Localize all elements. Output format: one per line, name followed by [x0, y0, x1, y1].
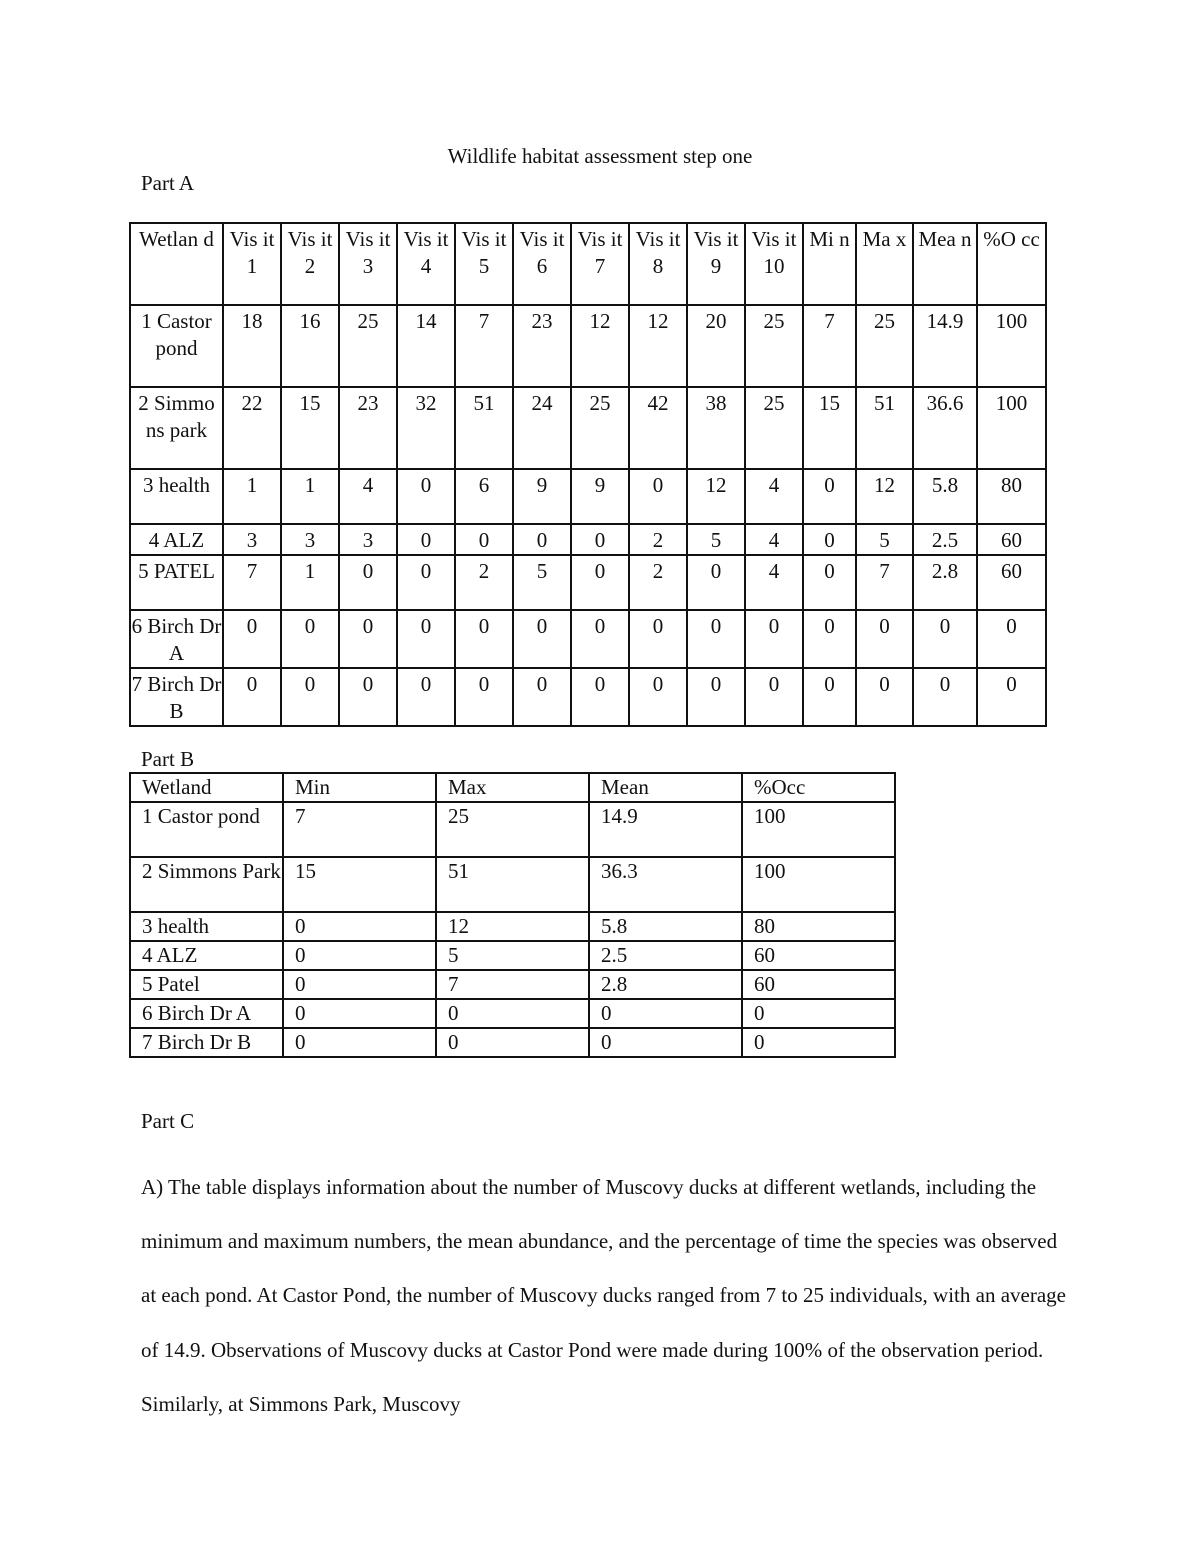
- visit-table-cell: 5: [856, 524, 913, 555]
- visit-table-cell: 3 health: [130, 469, 223, 524]
- summary-table-cell: 0: [742, 1028, 895, 1057]
- visit-table-cell: 0: [513, 524, 571, 555]
- visit-table-cell: 0: [913, 610, 977, 668]
- visit-table-cell: 0: [397, 524, 455, 555]
- visit-table-cell: 1: [281, 555, 339, 610]
- visit-table-cell: 0: [977, 610, 1046, 668]
- visit-table-row: [130, 610, 1046, 668]
- visit-table-header-cell: Vis it 10: [745, 223, 803, 305]
- visit-table-cell: 5: [513, 555, 571, 610]
- visit-table-cell: 0: [455, 610, 513, 668]
- summary-table-row: [130, 1028, 895, 1057]
- part-c-paragraph: A) The table displays information about the number of Muscovy ducks at different wetlands, including the minimum and maximum numbers, the mean abundance, and the percentage of time the species was observed at each pond. At Castor Pond, the number of Muscovy ducks ranged from 7 to 25 individuals, with an average of 14.9. Observations of Muscovy ducks at Castor Pond were made during 100% of the observation period. Similarly, at Simmons Park, Muscovy: [141, 1175, 1066, 1416]
- visit-table-header-cell: Mi n: [803, 223, 856, 305]
- visit-table-cell: 4 ALZ: [130, 524, 223, 555]
- summary-table-header-cell: Mean: [589, 773, 742, 802]
- visit-table-cell: 38: [687, 387, 745, 469]
- visit-table-cell: 0: [455, 524, 513, 555]
- summary-table-cell: 60: [742, 941, 895, 970]
- visit-table-cell: 1: [223, 469, 281, 524]
- visit-table-cell: 0: [629, 610, 687, 668]
- summary-table-header-cell: Wetland: [130, 773, 283, 802]
- visit-table-cell: 25: [856, 305, 913, 387]
- visit-table-cell: 2 Simmo ns park: [130, 387, 223, 469]
- visit-table-cell: 0: [687, 668, 745, 726]
- visit-table-cell: 7: [455, 305, 513, 387]
- summary-table-row: [130, 970, 895, 999]
- visit-table-cell: 7: [856, 555, 913, 610]
- visit-table-cell: 5 PATEL: [130, 555, 223, 610]
- summary-table-cell: 2 Simmons Park: [130, 857, 283, 912]
- summary-table-cell: 0: [283, 970, 436, 999]
- visit-table-cell: 25: [745, 305, 803, 387]
- visit-table-cell: 3: [223, 524, 281, 555]
- visit-table-cell: 0: [571, 610, 629, 668]
- visit-table-header-cell: Vis it 2: [281, 223, 339, 305]
- summary-table-row: [130, 857, 895, 912]
- visit-table-cell: 3: [281, 524, 339, 555]
- visit-table-header-cell: Vis it 9: [687, 223, 745, 305]
- summary-table-cell: 2.8: [589, 970, 742, 999]
- visit-table-header-cell: Vis it 8: [629, 223, 687, 305]
- part-c-label: Part C: [141, 1109, 195, 1133]
- visit-table-cell: 0: [397, 469, 455, 524]
- visit-table-header-cell: Vis it 3: [339, 223, 397, 305]
- summary-table-cell: 0: [283, 941, 436, 970]
- summary-table-cell: 7: [436, 970, 589, 999]
- visit-table-cell: 0: [913, 668, 977, 726]
- summary-table-cell: 25: [436, 802, 589, 857]
- visit-table-header-cell: Ma x: [856, 223, 913, 305]
- visit-table-cell: 4: [339, 469, 397, 524]
- visit-table-cell: 0: [223, 610, 281, 668]
- visit-table-cell: 0: [281, 610, 339, 668]
- visit-table-cell: 15: [803, 387, 856, 469]
- summary-table-cell: 0: [436, 999, 589, 1028]
- visit-table-header-cell: Mea n: [913, 223, 977, 305]
- visit-table-cell: 0: [977, 668, 1046, 726]
- visit-table-row: [130, 387, 1046, 469]
- visit-table-cell: 51: [455, 387, 513, 469]
- visit-table-cell: 42: [629, 387, 687, 469]
- summary-table-cell: 15: [283, 857, 436, 912]
- visit-table-cell: 0: [397, 555, 455, 610]
- visit-table-cell: 0: [513, 668, 571, 726]
- visit-table-cell: 1: [281, 469, 339, 524]
- summary-table-cell: 4 ALZ: [130, 941, 283, 970]
- visit-table-cell: 36.6: [913, 387, 977, 469]
- visit-table-cell: 25: [339, 305, 397, 387]
- summary-table-row: [130, 999, 895, 1028]
- visit-table-cell: 0: [397, 610, 455, 668]
- visit-table-cell: 2: [455, 555, 513, 610]
- visit-table-cell: 0: [803, 668, 856, 726]
- visit-table-header-cell: Vis it 7: [571, 223, 629, 305]
- part-b-label: Part B: [141, 747, 195, 771]
- part-a-label: Part A: [141, 171, 195, 195]
- summary-table-header-cell: %Occ: [742, 773, 895, 802]
- summary-table-header-cell: Max: [436, 773, 589, 802]
- visit-table-row: [130, 524, 1046, 555]
- visit-table-cell: 23: [513, 305, 571, 387]
- summary-table-row: [130, 802, 895, 857]
- summary-table-cell: 0: [589, 1028, 742, 1057]
- summary-table-row: [130, 941, 895, 970]
- visit-table-cell: 7: [223, 555, 281, 610]
- visit-table-cell: 5.8: [913, 469, 977, 524]
- visit-table-cell: 0: [455, 668, 513, 726]
- summary-table-cell: 0: [436, 1028, 589, 1057]
- summary-table-cell: 51: [436, 857, 589, 912]
- visit-table-row: [130, 668, 1046, 726]
- summary-table-cell: 3 health: [130, 912, 283, 941]
- visit-table-header-cell: Vis it 4: [397, 223, 455, 305]
- summary-table-cell: 14.9: [589, 802, 742, 857]
- visit-table-cell: 25: [571, 387, 629, 469]
- visit-table-cell: 0: [803, 524, 856, 555]
- visit-table-cell: 14: [397, 305, 455, 387]
- visit-table-cell: 0: [571, 524, 629, 555]
- visit-table-cell: 7 Birch Dr B: [130, 668, 223, 726]
- visit-table-cell: 80: [977, 469, 1046, 524]
- visit-table-cell: 16: [281, 305, 339, 387]
- visit-table-cell: 0: [629, 668, 687, 726]
- summary-table-cell: 1 Castor pond: [130, 802, 283, 857]
- visit-table-cell: 12: [856, 469, 913, 524]
- visit-table-cell: 0: [687, 610, 745, 668]
- visit-table-cell: 60: [977, 555, 1046, 610]
- visit-table-cell: 0: [803, 610, 856, 668]
- visit-table-cell: 0: [571, 555, 629, 610]
- visit-table-cell: 7: [803, 305, 856, 387]
- summary-table-cell: 5 Patel: [130, 970, 283, 999]
- visit-table-cell: 4: [745, 524, 803, 555]
- visit-table-cell: 0: [397, 668, 455, 726]
- visit-table-cell: 2.5: [913, 524, 977, 555]
- visit-table-row: [130, 305, 1046, 387]
- summary-table-cell: 0: [589, 999, 742, 1028]
- visit-table-cell: 9: [571, 469, 629, 524]
- summary-table-header-cell: Min: [283, 773, 436, 802]
- summary-table-cell: 100: [742, 857, 895, 912]
- visit-table-cell: 6: [455, 469, 513, 524]
- visit-table-cell: 24: [513, 387, 571, 469]
- visit-table-header-cell: Vis it 5: [455, 223, 513, 305]
- summary-table-cell: 5.8: [589, 912, 742, 941]
- visit-table-cell: 0: [745, 668, 803, 726]
- visit-table-cell: 0: [339, 668, 397, 726]
- visit-table-cell: 18: [223, 305, 281, 387]
- summary-table-cell: 7: [283, 802, 436, 857]
- visit-counts-table: [129, 222, 1047, 727]
- summary-table-row: [130, 912, 895, 941]
- summary-table-cell: 80: [742, 912, 895, 941]
- visit-table-cell: 12: [687, 469, 745, 524]
- visit-table-cell: 4: [745, 555, 803, 610]
- visit-table-cell: 3: [339, 524, 397, 555]
- summary-table-header-row: [130, 773, 895, 802]
- visit-table-cell: 25: [745, 387, 803, 469]
- visit-table-cell: 14.9: [913, 305, 977, 387]
- summary-table-cell: 0: [283, 999, 436, 1028]
- visit-table-cell: 0: [339, 555, 397, 610]
- summary-table-cell: 60: [742, 970, 895, 999]
- visit-table-cell: 12: [629, 305, 687, 387]
- visit-table-header-cell: Vis it 6: [513, 223, 571, 305]
- summary-table-cell: 0: [283, 912, 436, 941]
- visit-table-cell: 51: [856, 387, 913, 469]
- summary-table-cell: 5: [436, 941, 589, 970]
- visit-table-cell: 1 Castor pond: [130, 305, 223, 387]
- visit-table-cell: 0: [803, 469, 856, 524]
- visit-table-cell: 0: [803, 555, 856, 610]
- visit-table-cell: 15: [281, 387, 339, 469]
- summary-table-cell: 2.5: [589, 941, 742, 970]
- summary-table-cell: 36.3: [589, 857, 742, 912]
- summary-table-cell: 6 Birch Dr A: [130, 999, 283, 1028]
- visit-table-cell: 4: [745, 469, 803, 524]
- visit-table-cell: 12: [571, 305, 629, 387]
- visit-table-cell: 0: [223, 668, 281, 726]
- summary-table-cell: 0: [283, 1028, 436, 1057]
- visit-table-cell: 0: [856, 668, 913, 726]
- visit-table-cell: 0: [629, 469, 687, 524]
- visit-table-cell: 100: [977, 387, 1046, 469]
- visit-table-cell: 2.8: [913, 555, 977, 610]
- summary-table-cell: 7 Birch Dr B: [130, 1028, 283, 1057]
- summary-table-cell: 12: [436, 912, 589, 941]
- visit-table-cell: 6 Birch Dr A: [130, 610, 223, 668]
- visit-table-cell: 32: [397, 387, 455, 469]
- summary-table: [129, 772, 896, 1058]
- visit-table-cell: 0: [745, 610, 803, 668]
- visit-table-cell: 20: [687, 305, 745, 387]
- visit-table-cell: 0: [513, 610, 571, 668]
- visit-table-header-cell: Wetlan d: [130, 223, 223, 305]
- visit-table-cell: 23: [339, 387, 397, 469]
- visit-table-row: [130, 555, 1046, 610]
- summary-table-cell: 100: [742, 802, 895, 857]
- visit-table-cell: 60: [977, 524, 1046, 555]
- visit-table-cell: 0: [281, 668, 339, 726]
- visit-table-cell: 2: [629, 555, 687, 610]
- visit-table-cell: 100: [977, 305, 1046, 387]
- visit-table-cell: 0: [339, 610, 397, 668]
- visit-table-header-cell: Vis it 1: [223, 223, 281, 305]
- visit-table-row: [130, 469, 1046, 524]
- visit-table-cell: 22: [223, 387, 281, 469]
- visit-table-cell: 0: [571, 668, 629, 726]
- visit-table-header-row: [130, 223, 1046, 305]
- visit-table-cell: 0: [687, 555, 745, 610]
- summary-table-cell: 0: [742, 999, 895, 1028]
- visit-table-cell: 9: [513, 469, 571, 524]
- visit-table-cell: 5: [687, 524, 745, 555]
- visit-table-cell: 0: [856, 610, 913, 668]
- document-title: Wildlife habitat assessment step one: [447, 144, 753, 168]
- visit-table-header-cell: %O cc: [977, 223, 1046, 305]
- visit-table-cell: 2: [629, 524, 687, 555]
